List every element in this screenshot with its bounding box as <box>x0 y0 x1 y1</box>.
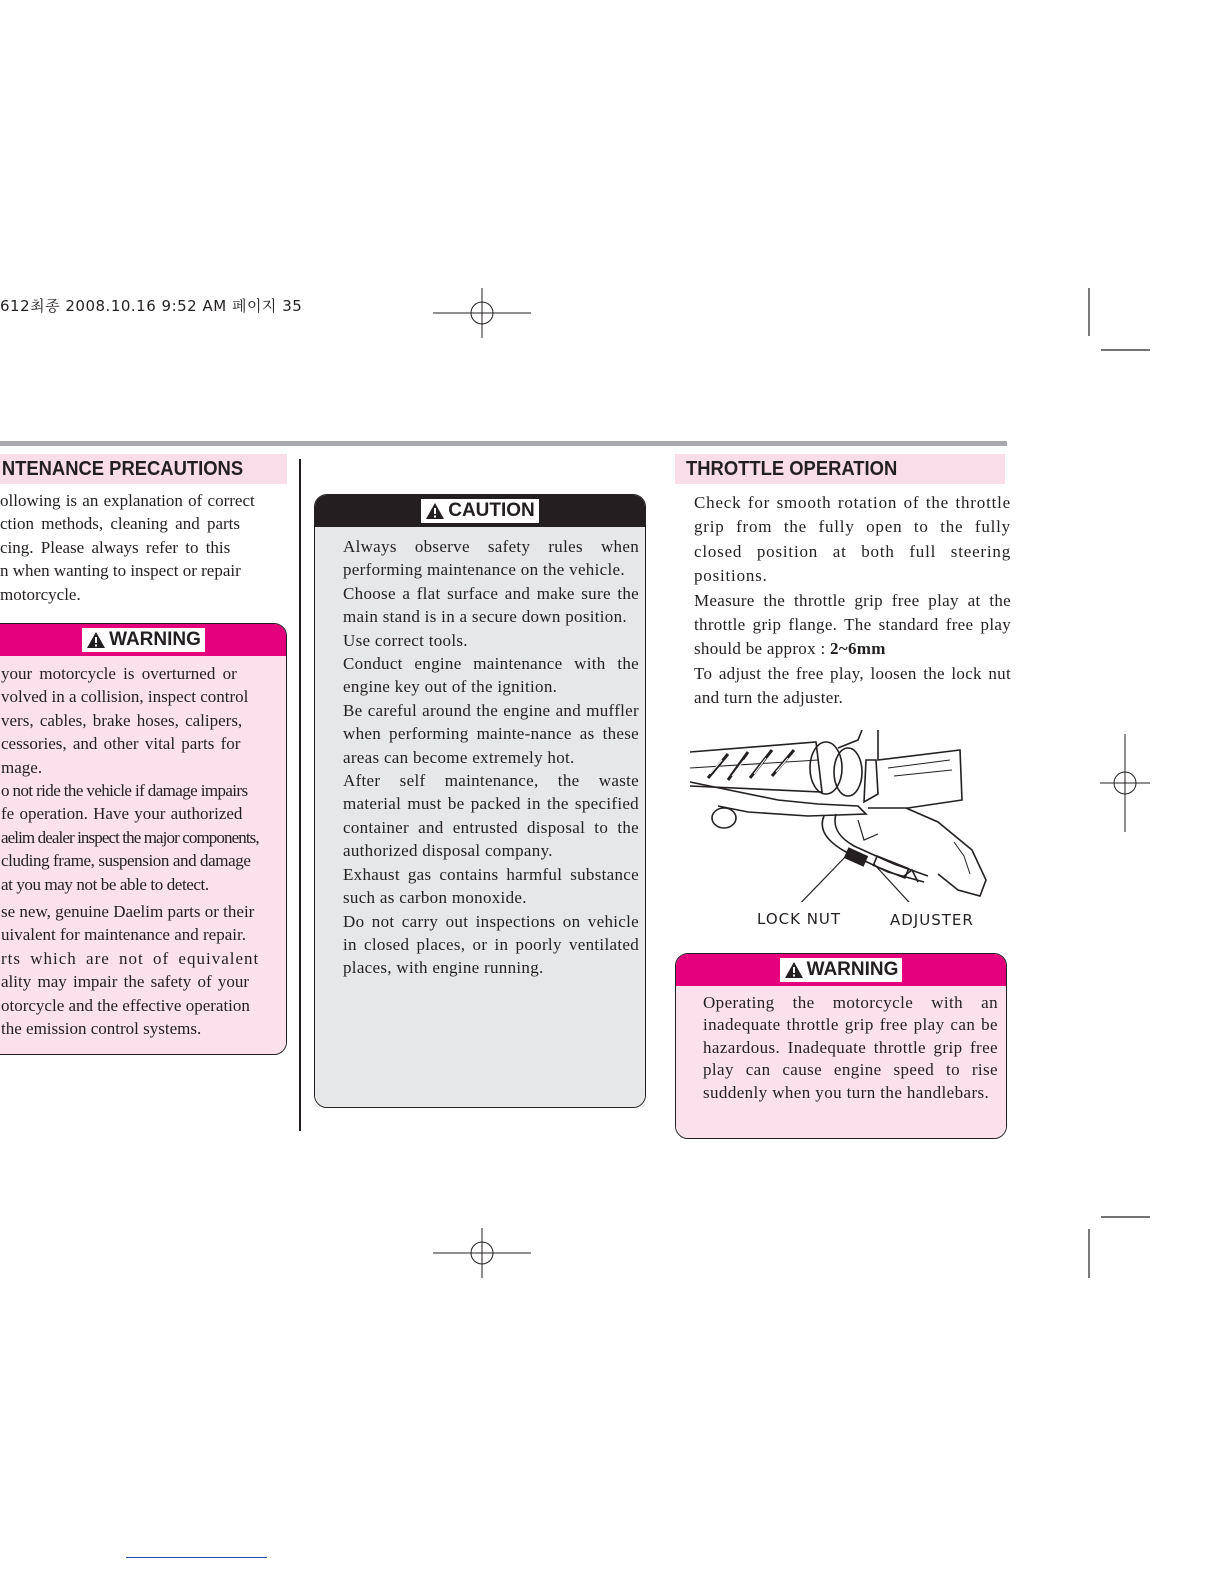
warning-line: the emission control systems. <box>1 1019 202 1039</box>
warning-line: at you may not be able to detect. <box>1 874 209 894</box>
registration-mark-icon <box>1100 734 1150 837</box>
caution-paragraph: Do not carry out inspections on vehicle in closed places, or in poorly ventilated places, with engine running. <box>343 911 639 978</box>
caution-paragraph: After self maintenance, the waste material must be packed in the specified container and entrusted disposal to the authorized disposal company. <box>343 771 639 861</box>
throttle-para-1: Check for smooth rotation of the throttle grip from the fully open to the fully closed position at both full steering positions. <box>694 493 1011 586</box>
throttle-para-2-text: Measure the throttle grip free play at the throttle grip flange. The standard free play should be approx : <box>694 590 1011 659</box>
throttle-warning-text: Operating the motorcycle with an inadequate throttle grip free play can be hazardous. Inadequate throttle grip free play can cause engine speed to rise suddenly when you turn the handlebars. <box>703 993 998 1102</box>
throttle-instructions <box>694 491 1011 711</box>
intro-line: n when wanting to inspect or repair <box>0 561 241 581</box>
intro-line: ollowing is an explanation of correct <box>0 491 255 510</box>
caution-paragraph: Choose a flat surface and make sure the main stand is in a secure down position. <box>343 583 639 627</box>
throttle-para-3: To adjust the free play, loosen the lock nut and turn the adjuster. <box>694 663 1011 708</box>
throttle-para-2 <box>694 589 1011 662</box>
registration-mark-icon <box>433 288 531 338</box>
warning-line: aelim dealer inspect the major components, <box>1 827 259 847</box>
warning-line: vers, cables, brake hoses, calipers, <box>1 710 243 730</box>
caution-paragraph: Exhaust gas contains harmful substance such as carbon monoxide. <box>343 864 639 908</box>
warning-body <box>676 986 1006 1138</box>
caution-paragraph: Conduct engine maintenance with the engine key out of the ignition. <box>343 654 639 697</box>
warning-line: o not ride the vehicle if damage impairs <box>1 781 248 801</box>
adjuster-label: ADJUSTER <box>890 911 974 929</box>
section-title-maintenance-precautions: NTENANCE PRECAUTIONS <box>0 454 287 484</box>
registration-mark-icon <box>433 1228 531 1278</box>
crop-mark-icon <box>1087 288 1151 352</box>
warning-line: mage. <box>1 757 43 777</box>
lock-nut-label: LOCK NUT <box>757 910 842 928</box>
warning-line: se new, genuine Daelim parts or their <box>1 902 255 922</box>
warning-line: fe operation. Have your authorized <box>1 804 243 824</box>
throttle-grip-illustration <box>688 730 998 902</box>
bottom-rule <box>126 1557 267 1558</box>
caution-paragraph: Use correct tools. <box>343 630 468 650</box>
warning-box-maintenance <box>0 623 287 1055</box>
caution-label <box>421 499 539 523</box>
caution-paragraph: Be careful around the engine and muffler when performing mainte-nance as these areas can become extremely hot. <box>343 700 639 767</box>
warning-line: rts which are not of equivalent <box>1 948 260 968</box>
caution-label-text: CAUTION <box>448 500 535 521</box>
warning-box-throttle <box>675 953 1007 1139</box>
print-header: 612최종 2008.10.16 9:52 AM 페이지 35 <box>0 297 303 315</box>
warning-header <box>0 624 286 656</box>
column-separator <box>299 459 301 1131</box>
intro-line: motorcycle. <box>0 584 81 604</box>
intro-line: ction methods, cleaning and parts <box>0 514 241 534</box>
intro-line: cing. Please always refer to this <box>0 537 231 557</box>
warning-triangle-icon <box>86 631 106 649</box>
warning-line: volved in a collision, inspect control <box>1 687 249 707</box>
crop-mark-icon <box>1087 1215 1151 1279</box>
warning-label-text: WARNING <box>109 629 201 650</box>
caution-box <box>314 494 646 1108</box>
section-title-throttle-operation: THROTTLE OPERATION <box>686 458 898 480</box>
warning-line: cessories, and other vital parts for <box>1 734 241 754</box>
warning-line: uivalent for maintenance and repair. <box>1 925 246 945</box>
warning-line: your motorcycle is overturned or <box>1 664 237 683</box>
warning-header <box>676 954 1006 986</box>
caution-body <box>315 527 645 1107</box>
warning-line: cluding frame, suspension and damage <box>1 851 251 871</box>
maintenance-intro <box>0 489 286 606</box>
caution-header <box>315 495 645 527</box>
top-rule <box>0 441 1007 446</box>
warning-body <box>0 656 286 1054</box>
warning-label <box>780 958 903 982</box>
warning-triangle-icon <box>425 502 445 520</box>
warning-label <box>82 628 205 652</box>
warning-triangle-icon <box>784 961 804 979</box>
warning-line: ality may impair the safety of your <box>1 972 250 992</box>
warning-line: otorcycle and the effective operation <box>1 995 250 1015</box>
free-play-value: 2~6mm <box>830 639 886 659</box>
warning-label-text: WARNING <box>806 959 899 980</box>
caution-paragraph: Always observe safety rules when performing maintenance on the vehicle. <box>343 537 639 580</box>
